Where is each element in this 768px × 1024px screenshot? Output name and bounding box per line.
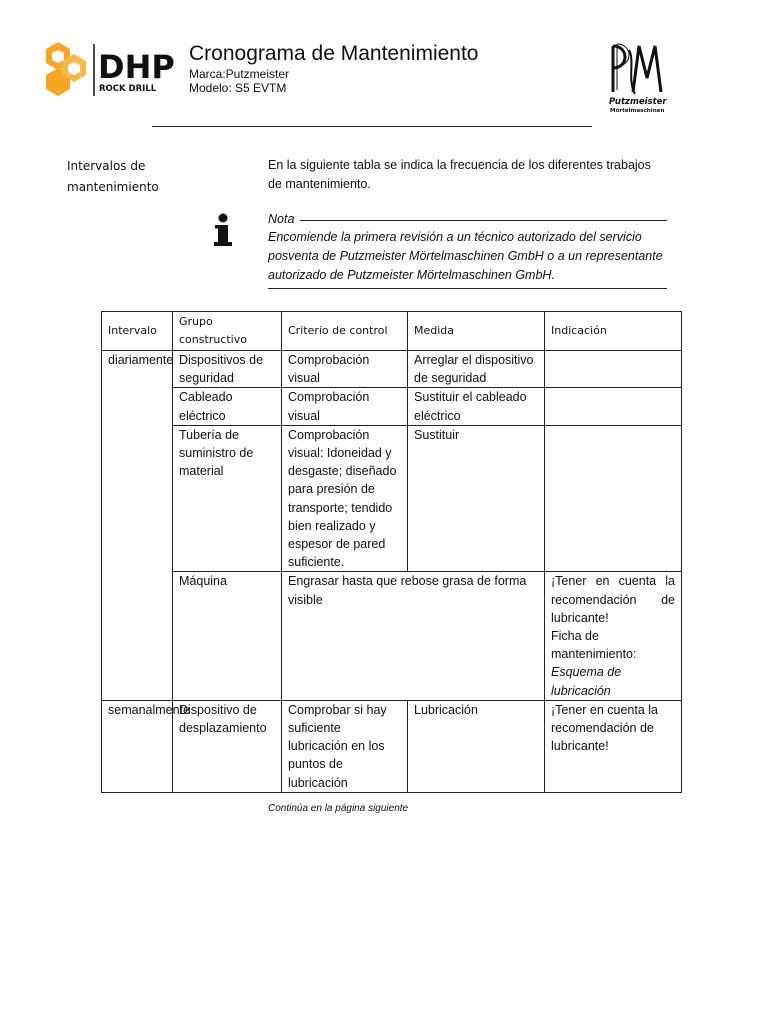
cell-criterio: Engrasar hasta que rebose grasa de forma visible <box>282 572 545 700</box>
cell-indicacion <box>545 425 682 572</box>
cell-criterio: Comprobación visual: Idoneidad y desgaste; diseñado para presión de transporte; tendido bien realizado y espesor de pared suficiente. <box>282 425 408 572</box>
dhp-logo-text: DHP <box>98 48 175 86</box>
cell-indicacion <box>545 388 682 425</box>
table-row <box>102 572 682 700</box>
cell-indicacion <box>545 572 682 700</box>
cell-grupo: Cableado eléctrico <box>173 388 282 425</box>
dhp-logo-subtext: ROCK DRILL <box>99 84 157 94</box>
cell-grupo: Dispositivo de desplazamiento <box>173 700 282 792</box>
table-row <box>102 388 682 425</box>
cell-medida: Sustituir el cableado eléctrico <box>408 388 545 425</box>
table-header-row <box>102 312 682 351</box>
header-divider <box>152 126 592 127</box>
section-label-line-2: mantenimiento <box>67 180 159 194</box>
info-icon <box>212 213 234 247</box>
cell-medida: Arreglar el dispositivo de seguridad <box>408 351 545 388</box>
cell-indicacion: ¡Tener en cuenta la recomendación de lubricante! <box>545 700 682 792</box>
table-row <box>102 425 682 572</box>
putzmeister-logo-subtext: Mörtelmaschinen <box>610 108 665 114</box>
maintenance-table <box>101 311 682 793</box>
col-header-criterio: Criterio de control <box>282 312 408 351</box>
page-title: Cronograma de Mantenimiento <box>189 42 479 65</box>
cell-medida: Sustituir <box>408 425 545 572</box>
note-text: Encomiende la primera revisión a un técnico autorizado del servicio posventa de Putzmeister Mörtelmaschinen GmbH o a un representante autorizado de Putzmeister Mörtelmaschinen GmbH. <box>268 228 667 289</box>
note-box <box>268 210 667 289</box>
dhp-logo <box>44 40 186 98</box>
brand-label: Marca:Putzmeister <box>189 67 290 81</box>
note-label: Nota <box>268 212 295 226</box>
continue-note: Continúa en la página siguiente <box>268 803 409 814</box>
table-row <box>102 700 682 792</box>
lubrication-chart-reference: Esquema de lubricación <box>551 665 622 698</box>
note-divider <box>300 220 667 221</box>
cell-grupo: Máquina <box>173 572 282 700</box>
cell-criterio: Comprobar si hay suficiente lubricación en los puntos de lubricación <box>282 700 408 792</box>
cell-intervalo: semanalmente <box>102 700 173 792</box>
col-header-intervalo: Intervalo <box>102 312 173 351</box>
col-header-grupo: Grupo constructivo <box>173 312 282 351</box>
cell-grupo: Dispositivos de seguridad <box>173 351 282 388</box>
section-label <box>67 156 227 198</box>
col-header-indicacion: Indicación <box>545 312 682 351</box>
cell-grupo: Tubería de suministro de material <box>173 425 282 572</box>
cell-intervalo: diariamente <box>102 351 173 701</box>
cell-criterio: Comprobación visual <box>282 388 408 425</box>
model-label: Modelo: S5 EVTM <box>189 81 287 95</box>
putzmeister-logo <box>607 40 667 114</box>
cell-medida: Lubricación <box>408 700 545 792</box>
indicacion-text: ¡Tener en cuenta la recomendación de lubricante! <box>551 574 675 625</box>
table-row <box>102 351 682 388</box>
cell-criterio: Comprobación visual <box>282 351 408 388</box>
section-label-line-1: Intervalos de <box>67 159 146 173</box>
indicacion-text: Ficha de mantenimiento: <box>551 629 637 662</box>
col-header-medida: Medida <box>408 312 545 351</box>
putzmeister-logo-text: Putzmeister <box>609 97 667 107</box>
intro-text: En la siguiente tabla se indica la frecuencia de los diferentes trabajos de mantenimiento. <box>268 158 651 191</box>
cell-indicacion <box>545 351 682 388</box>
